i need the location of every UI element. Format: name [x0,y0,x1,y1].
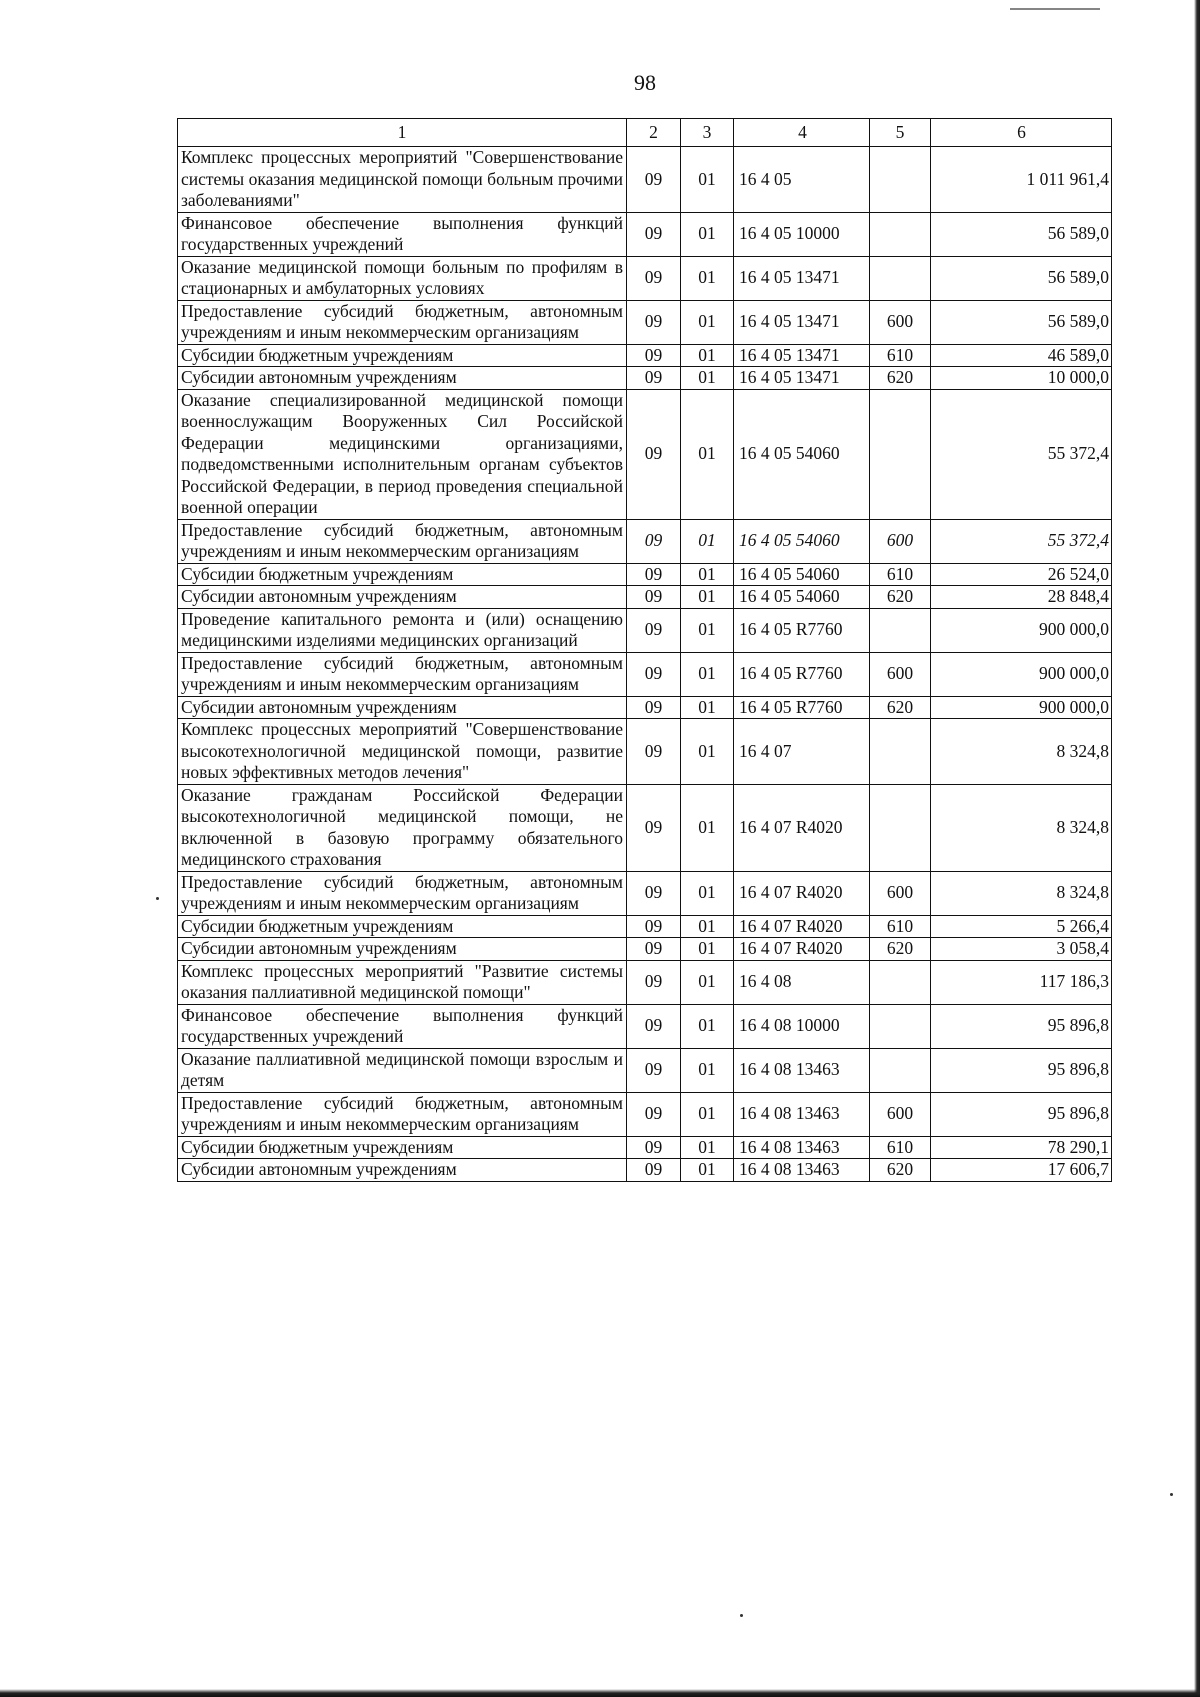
row-target-article-cell: 16 4 05 R7760 [734,696,870,719]
header-col-5: 5 [870,119,931,147]
row-expense-type-cell: 620 [870,938,931,961]
row-target-article-cell: 16 4 05 R7760 [734,608,870,652]
row-section-cell: 09 [627,519,681,563]
table-row [178,1004,1112,1048]
budget-table [177,118,1112,1182]
row-subsection-cell: 01 [681,147,734,213]
row-target-article-cell: 16 4 05 54060 [734,389,870,519]
row-section-cell: 09 [627,367,681,390]
row-expense-type-cell: 620 [870,1159,931,1182]
row-amount-cell: 26 524,0 [931,563,1112,586]
row-subsection-cell: 01 [681,719,734,785]
row-expense-type-cell [870,608,931,652]
row-amount-cell: 46 589,0 [931,344,1112,367]
row-expense-type-cell: 620 [870,696,931,719]
row-amount-cell: 95 896,8 [931,1092,1112,1136]
table-header-row [178,119,1112,147]
table-row [178,1048,1112,1092]
row-amount-cell: 28 848,4 [931,586,1112,609]
row-section-cell: 09 [627,586,681,609]
row-section-cell: 09 [627,960,681,1004]
table-row [178,915,1112,938]
row-expense-type-cell: 600 [870,300,931,344]
table-row [178,719,1112,785]
row-target-article-cell: 16 4 07 R4020 [734,938,870,961]
row-subsection-cell: 01 [681,586,734,609]
row-target-article-cell: 16 4 05 [734,147,870,213]
row-section-cell: 09 [627,256,681,300]
row-expense-type-cell [870,784,931,871]
row-name-cell: Предоставление субсидий бюджетным, автономным учреждениям и иным некоммерческим организациям [178,652,627,696]
row-expense-type-cell: 610 [870,563,931,586]
row-amount-cell: 3 058,4 [931,938,1112,961]
row-target-article-cell: 16 4 07 [734,719,870,785]
row-amount-cell: 55 372,4 [931,389,1112,519]
row-section-cell: 09 [627,652,681,696]
row-target-article-cell: 16 4 08 13463 [734,1159,870,1182]
scan-speck [156,897,159,900]
row-expense-type-cell: 600 [870,519,931,563]
row-name-cell: Оказание гражданам Российской Федерации высокотехнологичной медицинской помощи, не включенной в базовую программу обязательного медицинского страхования [178,784,627,871]
row-section-cell: 09 [627,608,681,652]
row-expense-type-cell [870,1048,931,1092]
row-name-cell: Проведение капитального ремонта и (или) оснащению медицинскими изделиями медицинских организаций [178,608,627,652]
row-amount-cell: 56 589,0 [931,256,1112,300]
row-section-cell: 09 [627,938,681,961]
row-subsection-cell: 01 [681,938,734,961]
row-subsection-cell: 01 [681,212,734,256]
row-amount-cell: 56 589,0 [931,212,1112,256]
row-name-cell: Оказание специализированной медицинской помощи военнослужащим Вооруженных Сил Российской Федерации медицинскими организациями, подведомственными исполнительным органам субъектов Российской Федерации, в период проведения специальной военной операции [178,389,627,519]
row-section-cell: 09 [627,1136,681,1159]
table-row [178,696,1112,719]
row-target-article-cell: 16 4 08 [734,960,870,1004]
row-name-cell: Предоставление субсидий бюджетным, автономным учреждениям и иным некоммерческим организациям [178,871,627,915]
table-row [178,1136,1112,1159]
row-section-cell: 09 [627,915,681,938]
row-subsection-cell: 01 [681,1092,734,1136]
row-name-cell: Субсидии автономным учреждениям [178,696,627,719]
row-subsection-cell: 01 [681,563,734,586]
scan-border-bottom [0,1689,1200,1697]
row-target-article-cell: 16 4 05 R7760 [734,652,870,696]
row-target-article-cell: 16 4 05 54060 [734,563,870,586]
row-name-cell: Субсидии автономным учреждениям [178,586,627,609]
row-expense-type-cell [870,960,931,1004]
header-col-1: 1 [178,119,627,147]
row-expense-type-cell: 620 [870,367,931,390]
table-row [178,960,1112,1004]
row-subsection-cell: 01 [681,915,734,938]
row-section-cell: 09 [627,696,681,719]
row-amount-cell: 900 000,0 [931,652,1112,696]
row-target-article-cell: 16 4 05 13471 [734,367,870,390]
row-amount-cell: 900 000,0 [931,696,1112,719]
table-row [178,586,1112,609]
row-section-cell: 09 [627,784,681,871]
row-expense-type-cell: 600 [870,871,931,915]
row-section-cell: 09 [627,300,681,344]
row-amount-cell: 5 266,4 [931,915,1112,938]
row-expense-type-cell: 600 [870,1092,931,1136]
row-amount-cell: 17 606,7 [931,1159,1112,1182]
row-subsection-cell: 01 [681,1136,734,1159]
table-row [178,300,1112,344]
scan-speck [1170,1493,1173,1496]
row-subsection-cell: 01 [681,300,734,344]
header-col-4: 4 [734,119,870,147]
table-row [178,938,1112,961]
row-section-cell: 09 [627,1004,681,1048]
row-section-cell: 09 [627,1092,681,1136]
row-subsection-cell: 01 [681,519,734,563]
row-expense-type-cell [870,212,931,256]
table-row [178,389,1112,519]
row-amount-cell: 78 290,1 [931,1136,1112,1159]
row-target-article-cell: 16 4 05 13471 [734,344,870,367]
table-row [178,212,1112,256]
row-expense-type-cell: 610 [870,344,931,367]
scan-border-right [1194,0,1200,1697]
row-name-cell: Предоставление субсидий бюджетным, автономным учреждениям и иным некоммерческим организациям [178,519,627,563]
row-name-cell: Субсидии бюджетным учреждениям [178,1136,627,1159]
row-target-article-cell: 16 4 05 10000 [734,212,870,256]
row-name-cell: Комплекс процессных мероприятий "Развитие системы оказания паллиативной медицинской помощи" [178,960,627,1004]
row-target-article-cell: 16 4 07 R4020 [734,784,870,871]
row-name-cell: Предоставление субсидий бюджетным, автономным учреждениям и иным некоммерческим организациям [178,1092,627,1136]
row-name-cell: Комплекс процессных мероприятий "Совершенствование высокотехнологичной медицинской помощи, развитие новых эффективных методов лечения" [178,719,627,785]
table-row [178,1092,1112,1136]
row-name-cell: Оказание паллиативной медицинской помощи взрослым и детям [178,1048,627,1092]
row-target-article-cell: 16 4 05 13471 [734,256,870,300]
row-amount-cell: 8 324,8 [931,871,1112,915]
scan-speck [740,1614,743,1617]
row-target-article-cell: 16 4 05 54060 [734,586,870,609]
row-subsection-cell: 01 [681,960,734,1004]
row-subsection-cell: 01 [681,652,734,696]
table-row [178,367,1112,390]
row-target-article-cell: 16 4 07 R4020 [734,871,870,915]
row-expense-type-cell: 610 [870,915,931,938]
row-expense-type-cell: 620 [870,586,931,609]
row-section-cell: 09 [627,871,681,915]
row-expense-type-cell [870,1004,931,1048]
row-expense-type-cell [870,256,931,300]
row-subsection-cell: 01 [681,1048,734,1092]
row-name-cell: Оказание медицинской помощи больным по профилям в стационарных и амбулаторных условиях [178,256,627,300]
row-amount-cell: 10 000,0 [931,367,1112,390]
row-name-cell: Субсидии автономным учреждениям [178,938,627,961]
row-target-article-cell: 16 4 08 13463 [734,1048,870,1092]
row-expense-type-cell [870,719,931,785]
row-subsection-cell: 01 [681,608,734,652]
row-subsection-cell: 01 [681,256,734,300]
table-row [178,147,1112,213]
row-name-cell: Комплекс процессных мероприятий "Совершенствование системы оказания медицинской помощи больным прочими заболеваниями" [178,147,627,213]
row-expense-type-cell [870,147,931,213]
row-subsection-cell: 01 [681,344,734,367]
row-amount-cell: 8 324,8 [931,719,1112,785]
table-row [178,1159,1112,1182]
table-row [178,784,1112,871]
page-number: 98 [634,70,656,95]
row-name-cell: Предоставление субсидий бюджетным, автономным учреждениям и иным некоммерческим организациям [178,300,627,344]
table-row [178,256,1112,300]
row-expense-type-cell: 610 [870,1136,931,1159]
row-section-cell: 09 [627,344,681,367]
row-amount-cell: 95 896,8 [931,1004,1112,1048]
row-amount-cell: 1 011 961,4 [931,147,1112,213]
row-section-cell: 09 [627,563,681,586]
row-amount-cell: 55 372,4 [931,519,1112,563]
header-col-2: 2 [627,119,681,147]
row-target-article-cell: 16 4 08 10000 [734,1004,870,1048]
row-subsection-cell: 01 [681,1159,734,1182]
row-amount-cell: 95 896,8 [931,1048,1112,1092]
row-subsection-cell: 01 [681,784,734,871]
row-section-cell: 09 [627,1159,681,1182]
table-row [178,344,1112,367]
row-target-article-cell: 16 4 05 54060 [734,519,870,563]
row-section-cell: 09 [627,1048,681,1092]
row-target-article-cell: 16 4 05 13471 [734,300,870,344]
table-row [178,519,1112,563]
header-col-3: 3 [681,119,734,147]
row-amount-cell: 8 324,8 [931,784,1112,871]
scan-mark-top [1010,8,1100,10]
row-amount-cell: 900 000,0 [931,608,1112,652]
row-subsection-cell: 01 [681,389,734,519]
row-section-cell: 09 [627,389,681,519]
table-row [178,608,1112,652]
row-section-cell: 09 [627,719,681,785]
header-col-6: 6 [931,119,1112,147]
row-name-cell: Субсидии автономным учреждениям [178,367,627,390]
row-target-article-cell: 16 4 08 13463 [734,1092,870,1136]
row-subsection-cell: 01 [681,1004,734,1048]
row-name-cell: Финансовое обеспечение выполнения функций государственных учреждений [178,212,627,256]
row-subsection-cell: 01 [681,367,734,390]
row-name-cell: Субсидии автономным учреждениям [178,1159,627,1182]
row-name-cell: Субсидии бюджетным учреждениям [178,344,627,367]
row-amount-cell: 117 186,3 [931,960,1112,1004]
row-target-article-cell: 16 4 08 13463 [734,1136,870,1159]
table-row [178,563,1112,586]
row-target-article-cell: 16 4 07 R4020 [734,915,870,938]
row-name-cell: Субсидии бюджетным учреждениям [178,563,627,586]
row-expense-type-cell [870,389,931,519]
row-section-cell: 09 [627,147,681,213]
row-subsection-cell: 01 [681,696,734,719]
row-amount-cell: 56 589,0 [931,300,1112,344]
budget-table-body [178,119,1112,1182]
row-subsection-cell: 01 [681,871,734,915]
table-row [178,652,1112,696]
row-expense-type-cell: 600 [870,652,931,696]
row-section-cell: 09 [627,212,681,256]
table-row [178,871,1112,915]
row-name-cell: Субсидии бюджетным учреждениям [178,915,627,938]
row-name-cell: Финансовое обеспечение выполнения функций государственных учреждений [178,1004,627,1048]
